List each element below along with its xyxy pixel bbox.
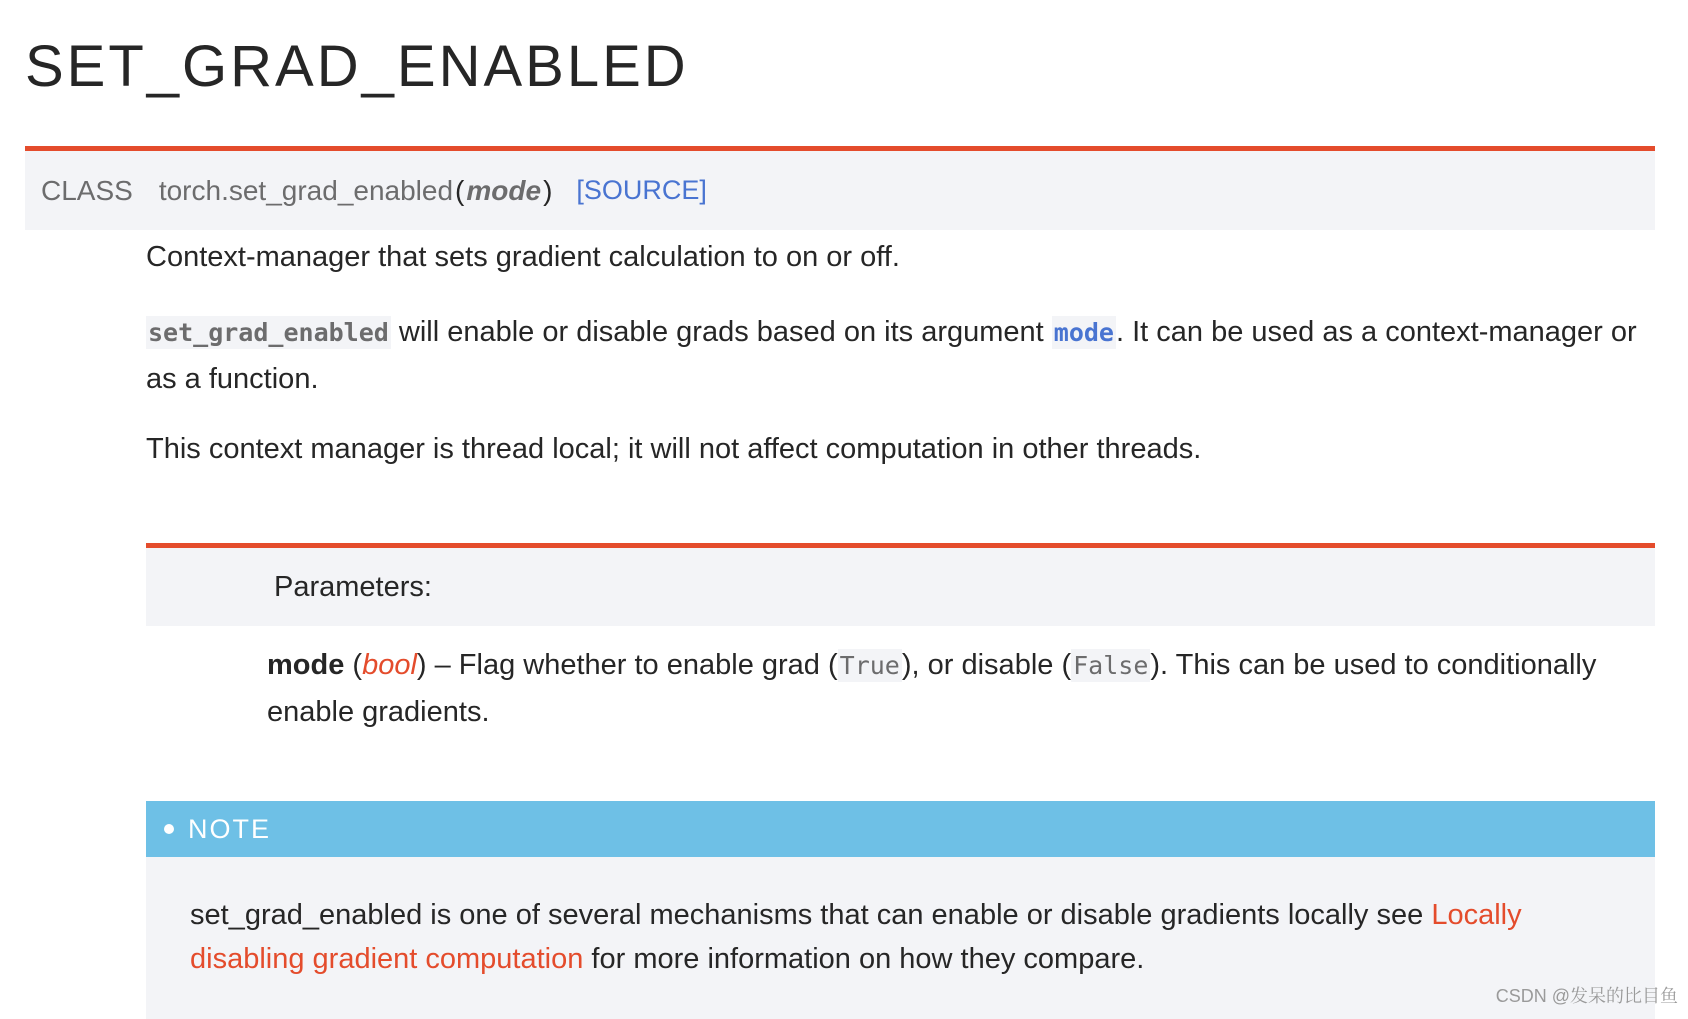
parameters-header bbox=[146, 543, 1655, 626]
param-type-link[interactable]: bool bbox=[362, 649, 417, 681]
note-text: for more information on how they compare. bbox=[583, 943, 1145, 975]
inline-code-true: True bbox=[839, 651, 900, 680]
description-paragraph-1: Context-manager that sets gradient calculation to on or off. bbox=[146, 241, 900, 273]
note-label: NOTE bbox=[188, 813, 272, 844]
parameter-description bbox=[267, 642, 1647, 735]
source-link[interactable]: [SOURCE] bbox=[576, 175, 707, 205]
class-signature bbox=[25, 146, 1655, 230]
note-text: set_grad_enabled is one of several mechanisms that can enable or disable gradients locally see bbox=[190, 899, 1432, 931]
open-paren: ( bbox=[455, 174, 465, 206]
description-paragraph-3: This context manager is thread local; it will not affect computation in other threads. bbox=[146, 433, 1202, 465]
param-text: ), or disable ( bbox=[901, 649, 1072, 681]
note-link[interactable]: Locally disabling gradient computation bbox=[190, 899, 1522, 975]
inline-code-false: False bbox=[1073, 651, 1149, 680]
description-text: . It can be used as a context-manager or as a function. bbox=[146, 316, 1637, 395]
param-text: – Flag whether to enable grad ( bbox=[426, 649, 838, 681]
param-text: ) bbox=[416, 649, 427, 681]
watermark: CSDN @发呆的比目鱼 bbox=[1495, 986, 1678, 1006]
note-header bbox=[146, 801, 1655, 857]
param-text: ). This can be used to conditionally enable gradients. bbox=[267, 649, 1597, 728]
page-title: SET_GRAD_ENABLED bbox=[25, 34, 689, 99]
parameters-label: Parameters: bbox=[274, 570, 432, 603]
function-name: torch.set_grad_enabled bbox=[158, 174, 454, 206]
mode-link[interactable]: mode bbox=[1053, 318, 1114, 347]
signature-param: mode bbox=[466, 174, 542, 206]
bullet-icon bbox=[164, 824, 174, 834]
description-text: will enable or disable grads based on its argument bbox=[390, 316, 1052, 348]
param-text: ( bbox=[344, 649, 363, 681]
close-paren: ) bbox=[543, 174, 553, 206]
param-name: mode bbox=[267, 649, 345, 681]
class-label: CLASS bbox=[41, 174, 133, 206]
inline-code-set-grad-enabled: set_grad_enabled bbox=[148, 318, 389, 347]
description-paragraph-2 bbox=[146, 309, 1655, 402]
note-body bbox=[146, 857, 1655, 1019]
